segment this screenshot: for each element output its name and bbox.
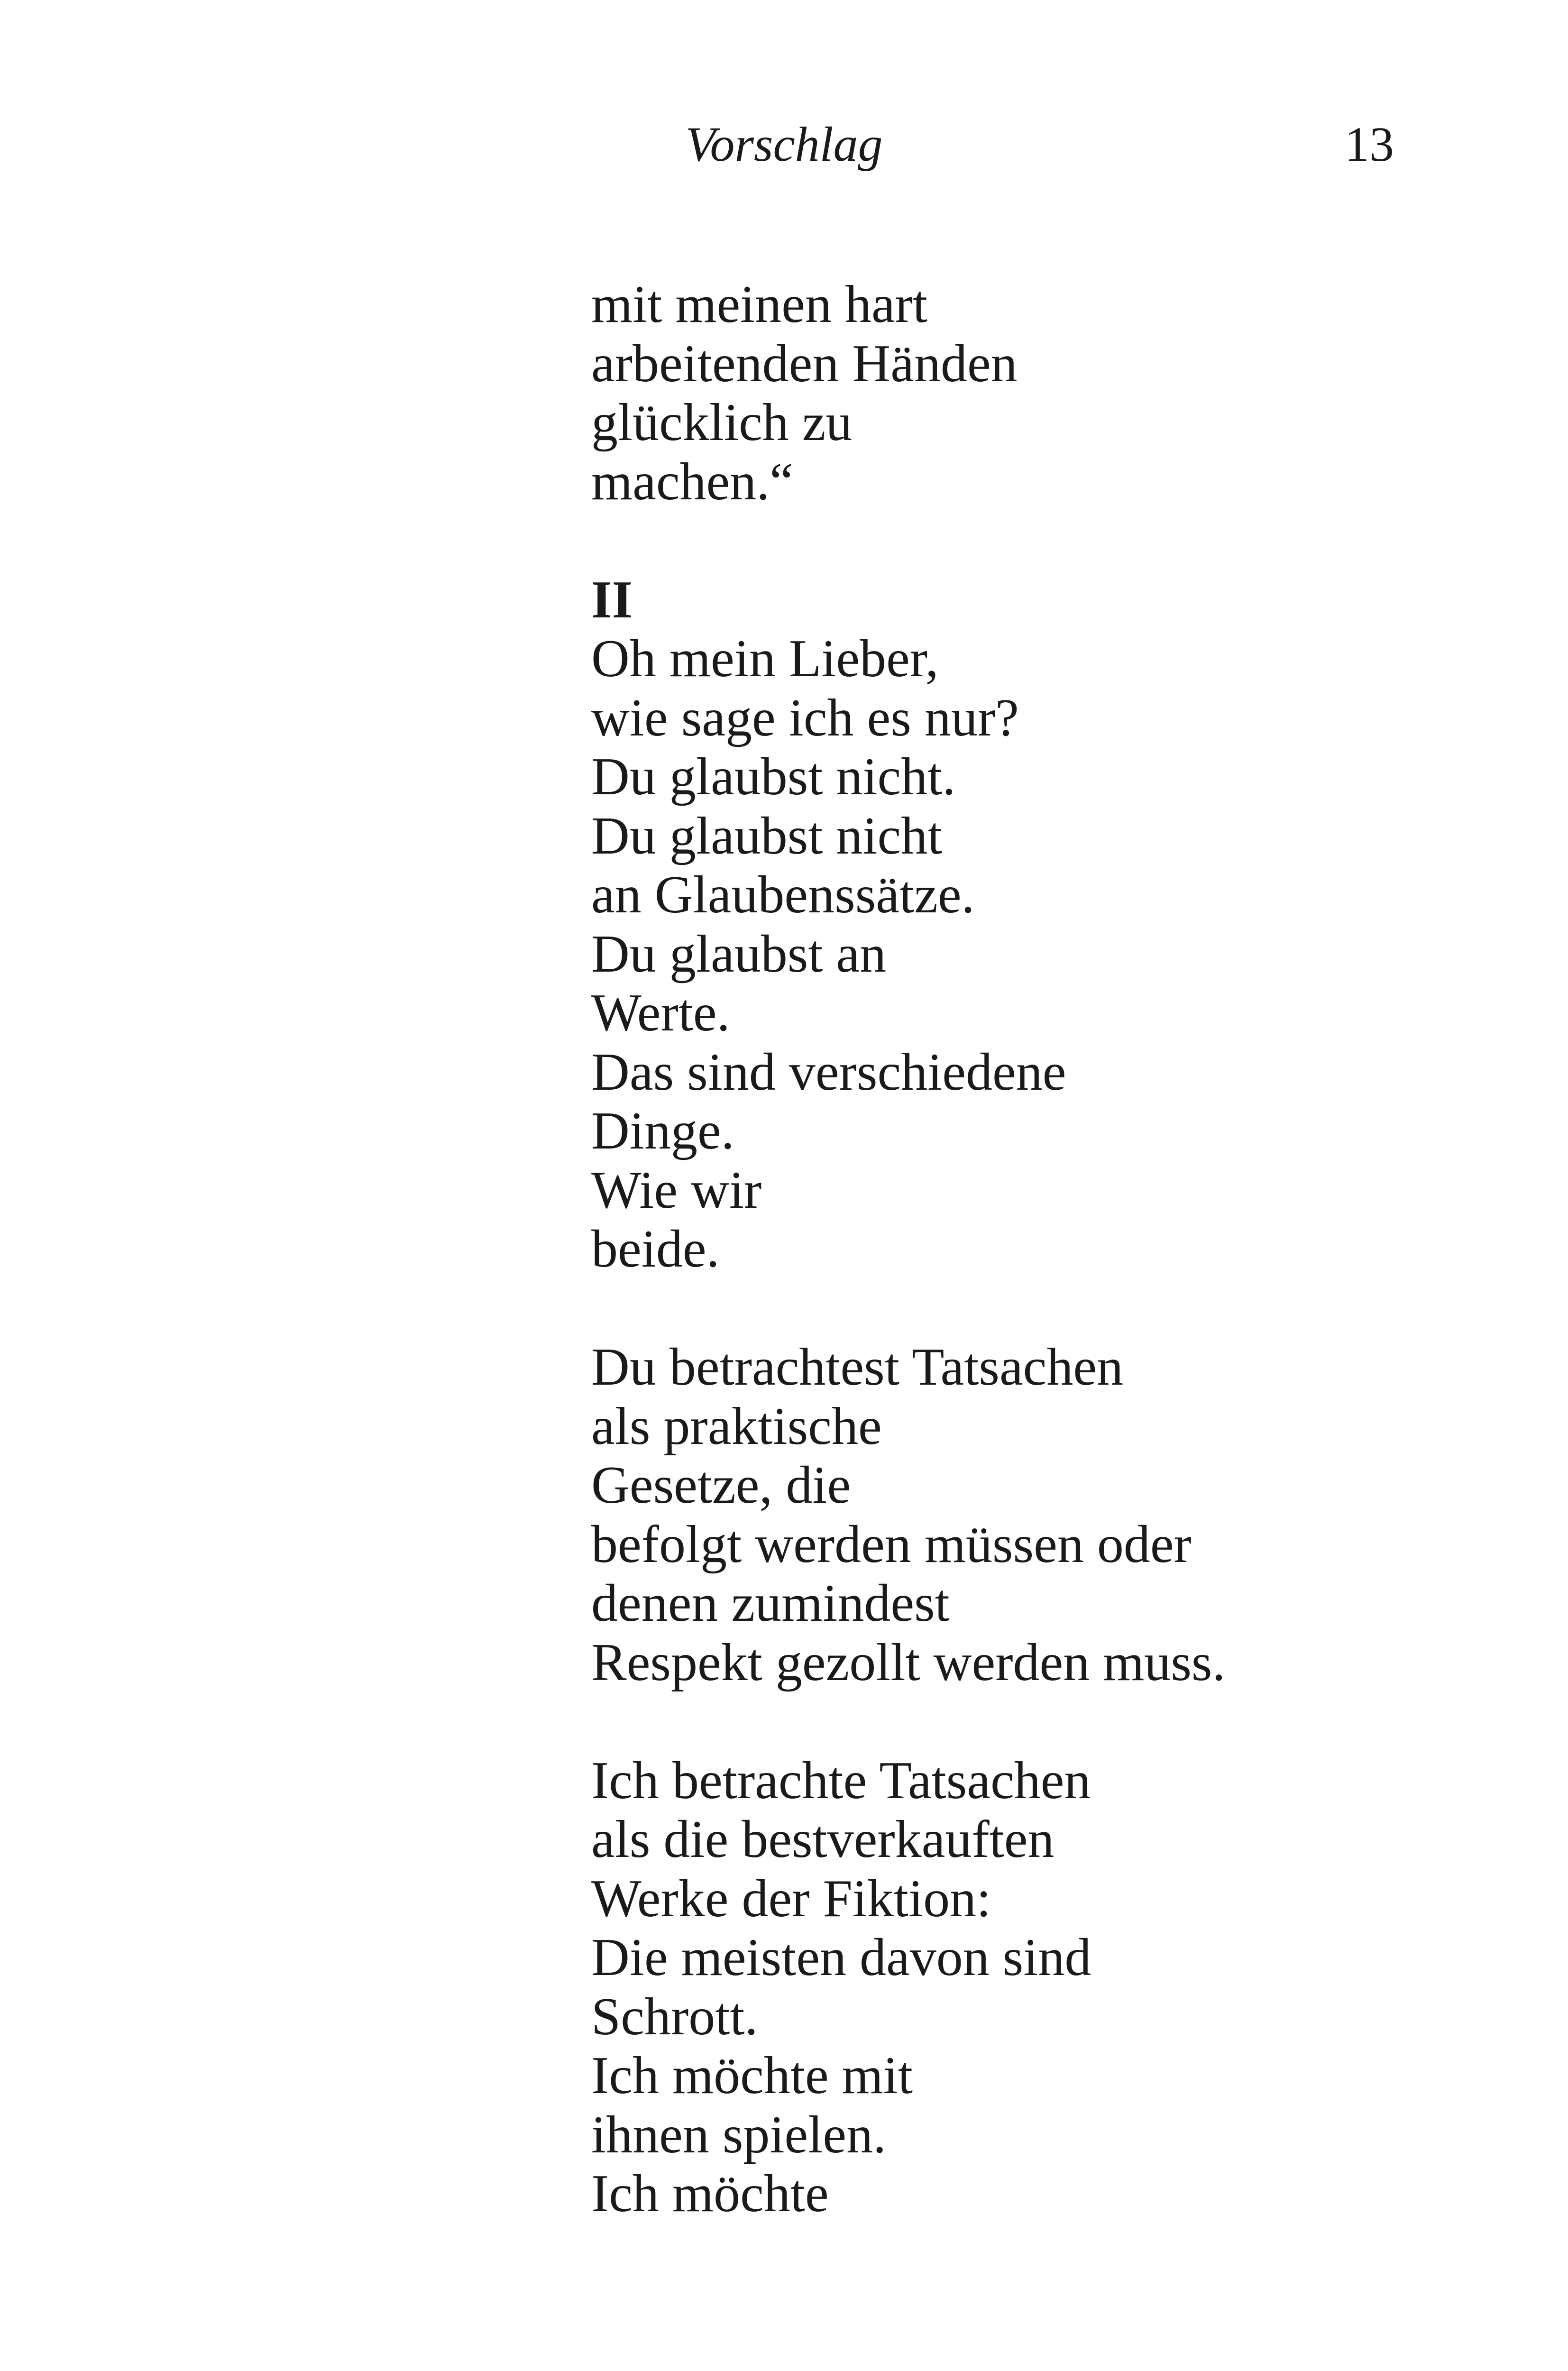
- running-title: Vorschlag: [685, 117, 883, 172]
- poem-line: befolgt werden müssen oder: [591, 1515, 1192, 1574]
- page-number: 13: [1345, 117, 1394, 172]
- poem-line: Werte.: [591, 983, 730, 1042]
- poem-line: Ich möchte: [591, 2164, 829, 2223]
- poem-line: Oh mein Lieber,: [591, 629, 939, 688]
- poem-line: Wie wir: [591, 1160, 762, 1220]
- poem-line: ihnen spielen.: [591, 2105, 887, 2164]
- poem-line: glücklich zu: [591, 393, 853, 452]
- stanza-3: [591, 1751, 1226, 2224]
- stanza-break: [591, 1692, 1226, 1751]
- poem-line: Werke der Fiktion:: [591, 1869, 991, 1928]
- poem-line: Du glaubst an: [591, 924, 887, 983]
- poem-line: Du glaubst nicht.: [591, 747, 956, 806]
- poem-line: mit meinen hart: [591, 275, 928, 334]
- stanza-2: [591, 1338, 1226, 1692]
- poem-line: arbeitenden Händen: [591, 334, 1018, 393]
- section-heading: II: [591, 570, 633, 629]
- poem-line: beide.: [591, 1220, 720, 1278]
- poem-line: Schrott.: [591, 1987, 758, 2046]
- poem-line: Respekt gezollt werden muss.: [591, 1633, 1226, 1692]
- stanza-break: [591, 511, 1226, 570]
- poem-line: an Glaubenssätze.: [591, 865, 975, 924]
- poem-line: als die bestverkauften: [591, 1810, 1055, 1869]
- poem-line: wie sage ich es nur?: [591, 688, 1019, 747]
- poem-body: [591, 275, 1226, 2224]
- poem-line: Dinge.: [591, 1102, 734, 1160]
- poem-line: denen zumindest: [591, 1574, 950, 1633]
- poem-line: Gesetze, die: [591, 1456, 851, 1515]
- poem-line: Ich möchte mit: [591, 2046, 913, 2105]
- continuation-stanza: [591, 275, 1226, 511]
- stanza-1: [591, 629, 1226, 1279]
- poem-line: Die meisten davon sind: [591, 1928, 1091, 1987]
- poem-line: Du betrachtest Tatsachen: [591, 1338, 1124, 1397]
- poem-line: Du glaubst nicht: [591, 806, 943, 865]
- poem-line: Ich betrachte Tatsachen: [591, 1751, 1091, 1810]
- poem-line: Das sind verschiedene: [591, 1042, 1066, 1102]
- poem-line: als praktische: [591, 1397, 882, 1456]
- stanza-break: [591, 1279, 1226, 1338]
- poem-line: machen.“: [591, 452, 793, 511]
